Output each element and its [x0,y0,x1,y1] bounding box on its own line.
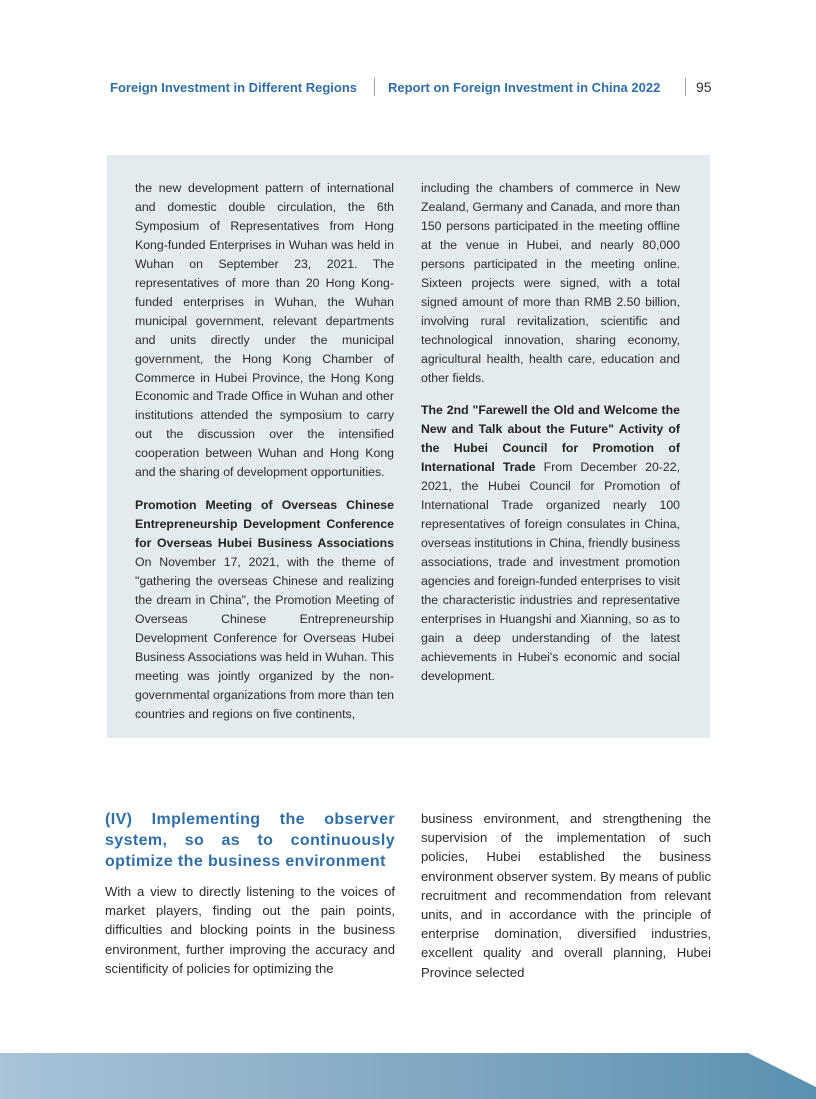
section-left-column [105,809,395,978]
header-section-title: Foreign Investment in Different Regions [110,80,358,95]
header-divider [374,78,375,96]
header-report-title: Report on Foreign Investment in China 2022 [388,80,661,95]
box-paragraph-title: Promotion Meeting of Overseas Chinese Entrepreneurship Development Conference for Overseas Hubei Business Associations [135,498,394,551]
case-study-box [107,155,710,738]
box-right-column [421,179,680,686]
box-paragraph [421,401,680,685]
box-paragraph-title: The 2nd "Farewell the Old and Welcome the New and Talk about the Future" Activity of the Hubei Council for Promotion of International Trade [421,403,680,475]
box-paragraph-body: On November 17, 2021, with the theme of "gathering the overseas Chinese and realizing the dream in China", the Promotion Meeting of Overseas Chinese Entrepreneurship Development Conference for Overseas Hubei Business Associations was held in Wuhan. This meeting was jointly organized by the non-governmental organizations from more than ten countries and regions on five continents, [135,555,394,721]
section-paragraph: With a view to directly listening to the voices of market players, finding out the pain points, difficulties and blocking points in the business environment, further improving the accuracy and scientificity of policies for optimizing the [105,884,395,976]
running-header [110,78,716,98]
page-number: 95 [696,79,712,95]
footer-decorative-band [0,1053,816,1099]
box-paragraph: including the chambers of commerce in New Zealand, Germany and Canada, and more than 150 persons participated in the meeting offline at the venue in Hubei, and nearly 80,000 persons participated in the meeting online. Sixteen projects were signed, with a total signed amount of more than RMB 2.50 billion, involving rural revitalization, scientific and technological innovation, sharing economy, agricultural health, health care, education and other fields. [421,181,680,385]
box-paragraph-body: From December 20-22, 2021, the Hubei Council for Promotion of International Trade organized nearly 100 representatives of foreign consulates in China, overseas institutions in China, friendly business associations, trade and investment promotion agencies and foreign-funded enterprises to visit the characteristic industries and representative enterprises in Huangshi and Xianning, so as to gain a deep understanding of the latest achievements in Hubei's economic and social development. [421,460,680,683]
section-right-column [421,809,711,982]
box-left-column [135,179,394,724]
box-paragraph [135,496,394,723]
header-divider [685,78,686,96]
section-heading: (IV) Implementing the observer system, so as to continuously optimize the business environment [105,811,395,870]
box-paragraph: the new development pattern of international and domestic double circulation, the 6th Symposium of Representatives from Hong Kong-funded Enterprises in Wuhan was held in Wuhan on September 23, 2021. The representatives of more than 20 Hong Kong-funded enterprises in Wuhan, the Wuhan municipal government, relevant departments and units directly under the municipal government, the Hong Kong Chamber of Commerce in Hubei Province, the Hong Kong Economic and Trade Office in Wuhan and other institutions attended the symposium to carry out the discussion over the intensified cooperation between Wuhan and Hong Kong and the sharing of development opportunities. [135,181,394,480]
section-paragraph: business environment, and strengthening the supervision of the implementation of such policies, Hubei established the business environment observer system. By means of public recruitment and recommendation from relevant units, and in accordance with the principle of enterprise domination, diversified industries, excellent quality and overall planning, Hubei Province selected [421,811,711,980]
